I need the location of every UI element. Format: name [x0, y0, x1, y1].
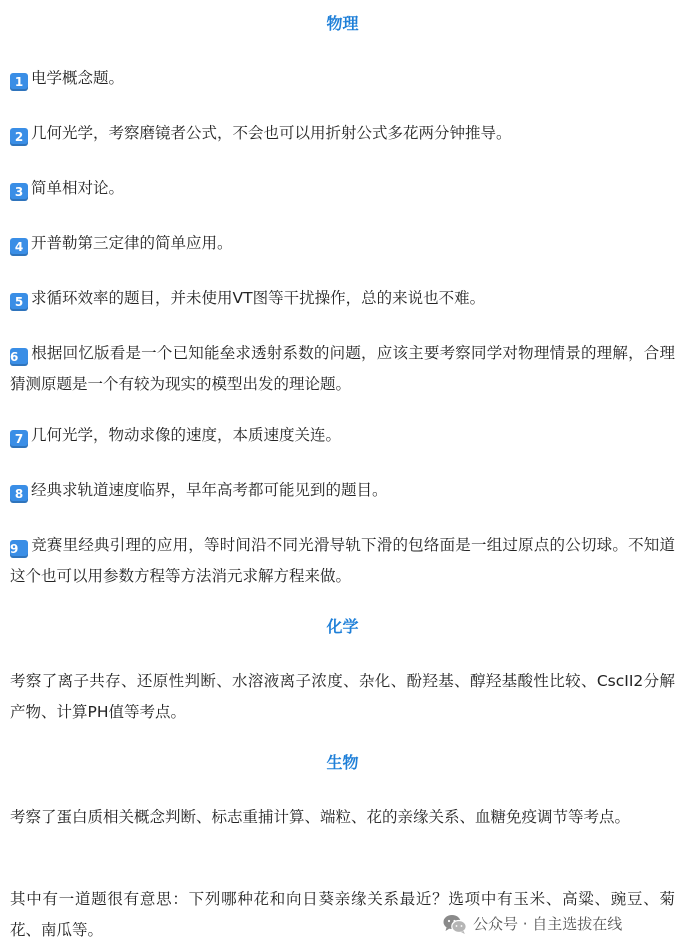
chemistry-paragraph: 考察了离子共存、还原性判断、水溶液离子浓度、杂化、酚羟基、醇羟基酸性比较、CscII2分解产物、计算PH值等考点。 [10, 672, 675, 721]
number-badge-3: 3 [10, 183, 28, 201]
physics-item-text: 求循环效率的题目，并未使用VT图等干扰操作，总的来说也不难。 [31, 289, 486, 307]
number-badge-6: 6 [10, 348, 28, 366]
wechat-icon [443, 914, 467, 943]
physics-item-1 [10, 63, 675, 94]
biology-paragraph-1: 考察了蛋白质相关概念判断、标志重捕计算、端粒、花的亲缘关系、血糖免疫调节等考点。 [10, 808, 631, 826]
physics-item-text: 简单相对论。 [31, 179, 125, 197]
number-badge-9: 9 [10, 540, 28, 558]
section-title-physics: 物理 [326, 14, 359, 33]
number-badge-5: 5 [10, 293, 28, 311]
watermark [443, 911, 622, 937]
physics-item-text: 几何光学，物动求像的速度，本质速度关连。 [31, 426, 342, 444]
number-badge-2: 2 [10, 128, 28, 146]
physics-item-text: 电学概念题。 [31, 69, 125, 87]
number-badge-8: 8 [10, 485, 28, 503]
biology-paragraph-2: 其中有一道题很有意思：下列哪种花和向日葵亲缘关系最近？选项中有玉米、高粱、豌豆、菊花、南瓜等。 [10, 890, 675, 939]
physics-item-text: 几何光学，考察磨镜者公式，不会也可以用折射公式多花两分钟推导。 [31, 124, 512, 142]
physics-item-5 [10, 283, 675, 314]
physics-item-text: 根据回忆版看是一个已知能垒求透射系数的问题，应该主要考察同学对物理情景的理解，合理猜测原题是一个有较为现实的模型出发的理论题。 [10, 344, 675, 393]
physics-item-3 [10, 173, 675, 204]
physics-item-9 [10, 530, 675, 592]
physics-item-text: 竞赛里经典引理的应用，等时间沿不同光滑导轨下滑的包络面是一组过原点的公切球。不知道这个也可以用参数方程等方法消元求解方程来做。 [10, 536, 675, 585]
section-title-chemistry: 化学 [326, 617, 359, 636]
number-badge-7: 7 [10, 430, 28, 448]
number-badge-4: 4 [10, 238, 28, 256]
number-badge-1: 1 [10, 73, 28, 91]
physics-item-6 [10, 338, 675, 400]
physics-item-text: 经典求轨道速度临界，早年高考都可能见到的题目。 [31, 481, 388, 499]
physics-item-7 [10, 420, 675, 451]
section-title-biology: 生物 [326, 753, 359, 772]
watermark-text: 公众号 · 自主选拔在线 [473, 915, 623, 933]
physics-item-4 [10, 228, 675, 259]
physics-item-text: 开普勒第三定律的简单应用。 [31, 234, 233, 252]
physics-item-8 [10, 475, 675, 506]
physics-item-2 [10, 118, 675, 149]
